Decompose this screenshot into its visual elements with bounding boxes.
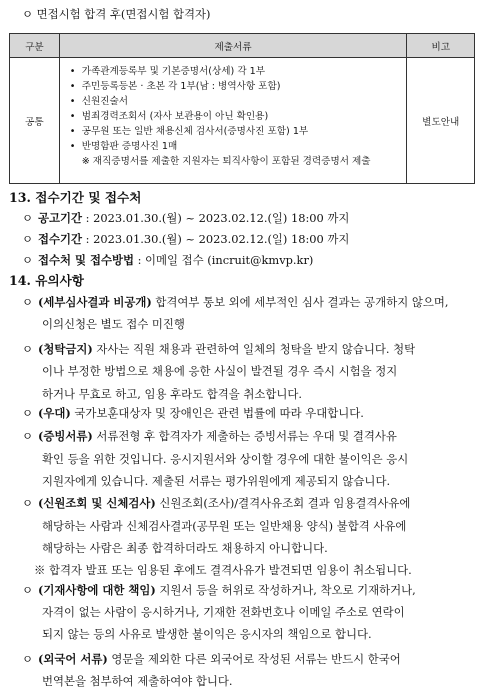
- notice-item-line: 이의신청은 별도 접수 미진행: [42, 317, 185, 331]
- notice-item: ㅇ (우대) 국가보훈대상자 및 장애인은 관련 법률에 따라 우대합니다.: [22, 406, 364, 420]
- notice-item-line: 확인 등을 위한 것입니다. 응시지원서와 상이할 경우에 대한 불이익은 응시: [42, 452, 409, 466]
- list-item: • 가족관계등록부 및 기본증명서(상세) 각 1부: [69, 66, 266, 77]
- notice-item: ㅇ (증빙서류) 서류전형 후 합격자가 제출하는 증빙서류는 우대 및 결격사유: [22, 429, 397, 443]
- section-13-item: ㅇ 접수처 및 접수방법 : 이메일 접수 (incruit@kmvp.kr): [22, 253, 314, 267]
- section-13-item: ㅇ 공고기간 : 2023.01.30.(월) ~ 2023.02.12.(일) 18:00 까지: [22, 211, 350, 225]
- documents-cell: [59, 58, 407, 184]
- notice-item-line: 자격이 없는 사람이 응시하거나, 기재한 전화번호나 이메일 주소로 연락이: [42, 605, 405, 619]
- notice-item: ㅇ (청탁금지) 자사는 직원 채용과 관련하여 일체의 청탁을 받지 않습니다. 청탁: [22, 342, 416, 356]
- table-note: ※ 재직증명서를 제출한 지원자는 퇴직사항이 포함된 경력증명서 제출: [81, 156, 371, 167]
- header-remark: 비고: [407, 34, 475, 58]
- row-remark: 별도안내: [407, 58, 475, 184]
- notice-item-line: 해당하는 사람은 최종 합격하더라도 채용하지 아니합니다.: [42, 541, 328, 555]
- list-item: • 공무원 또는 일반 채용신체 검사서(증명사진 포함) 1부: [69, 126, 309, 137]
- row-category: 공통: [10, 58, 60, 184]
- interview-heading: ㅇ 면접시험 합격 후(면접시험 합격자): [22, 7, 211, 21]
- notice-item-line: 되지 않는 등의 사유로 발생한 불이익은 응시자의 책임으로 합니다.: [42, 627, 372, 641]
- section-13-item: ㅇ 접수기간 : 2023.01.30.(월) ~ 2023.02.12.(일) 18:00 까지: [22, 232, 350, 246]
- notice-note: ※ 합격자 발표 또는 임용된 후에도 결격사유가 발견되면 임용이 취소됩니다.: [34, 563, 412, 577]
- required-documents-table: [9, 33, 475, 184]
- section-14-title: 14. 유의사항: [9, 273, 84, 288]
- notice-item-line: 하거나 무효로 하고, 임용 후라도 합격을 취소합니다.: [42, 387, 303, 401]
- header-category: 구분: [10, 34, 60, 58]
- notice-item-line: 지원자에게 있습니다. 제출된 서류는 평가위원에게 제공되지 않습니다.: [42, 474, 391, 488]
- notice-item: ㅇ (세부심사결과 비공개) 합격여부 통보 외에 세부적인 심사 결과는 공개하지 않으며,: [22, 295, 449, 309]
- notice-item: ㅇ (기재사항에 대한 책임) 지원서 등을 허위로 작성하거나, 착오로 기재하거나,: [22, 583, 416, 597]
- notice-item-line: 해당하는 사람과 신체검사결과(공무원 또는 일반채용 양식) 불합격 사유에: [42, 519, 407, 533]
- list-item: • 신원진술서: [69, 96, 129, 107]
- table-row: [10, 58, 475, 184]
- list-item: • 반명함판 증명사진 1매: [69, 141, 178, 152]
- section-13-title: 13. 접수기간 및 접수처: [9, 190, 142, 205]
- notice-item-line: 번역본을 첨부하여 제출하여야 합니다.: [42, 674, 233, 688]
- table-header-row: [10, 34, 475, 58]
- list-item: • 주민등록등본 · 초본 각 1부(남 : 병역사항 포함): [69, 81, 281, 92]
- notice-item: ㅇ (외국어 서류) 영문을 제외한 다른 외국어로 작성된 서류는 반드시 한국어: [22, 652, 401, 666]
- list-item: • 범죄경력조회서 (자사 보관용이 아닌 확인용): [69, 111, 269, 122]
- notice-item-line: 이나 부정한 방법으로 채용에 응한 사실이 발견될 경우 즉시 시험을 정지: [42, 364, 398, 378]
- notice-item: ㅇ (신원조회 및 신체검사) 신원조회(조사)/결격사유조회 결과 임용결격사유에: [22, 496, 411, 510]
- header-documents: 제출서류: [59, 34, 407, 58]
